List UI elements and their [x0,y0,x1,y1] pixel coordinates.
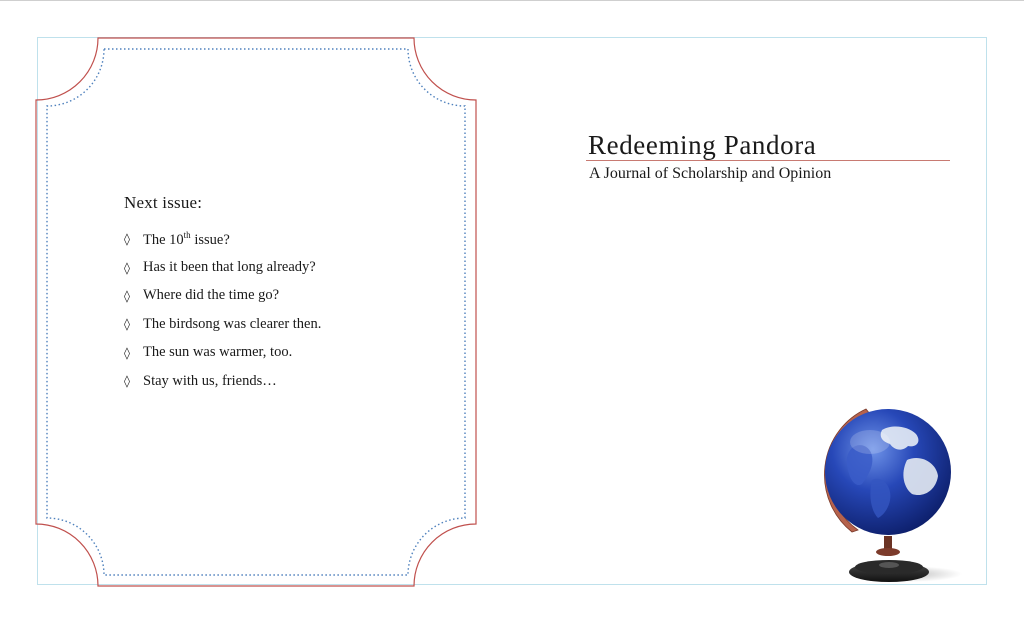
list-item-text: The birdsong was clearer then. [143,315,322,332]
list-item [124,253,424,281]
next-issue-heading: Next issue: [124,193,203,212]
next-issue-list [124,225,424,395]
list-item-text: The 10th issue? [143,229,230,248]
next-issue-sidebar [124,191,424,395]
diamond-bullet-icon: ◊ [124,260,130,275]
list-item [124,225,424,253]
list-item-text: Where did the time go? [143,287,280,304]
list-item-text: Has it been that long already? [143,259,316,276]
list-item-text: Stay with us, friends… [143,372,277,389]
journal-subtitle: A Journal of Scholarship and Opinion [589,165,832,182]
list-item [124,339,424,367]
diamond-bullet-icon: ◊ [124,317,130,332]
list-item [124,310,424,338]
diamond-bullet-icon: ◊ [124,288,130,303]
journal-title: Redeeming Pandora [588,130,817,160]
list-item [124,282,424,310]
list-item-text: The sun was warmer, too. [143,344,293,361]
list-item [124,367,424,395]
ordinal-superscript: th [183,229,191,240]
diamond-bullet-icon: ◊ [124,374,130,389]
globe-icon [812,402,962,587]
masthead [586,130,950,183]
diamond-bullet-icon: ◊ [124,232,130,247]
diamond-bullet-icon: ◊ [124,345,130,360]
